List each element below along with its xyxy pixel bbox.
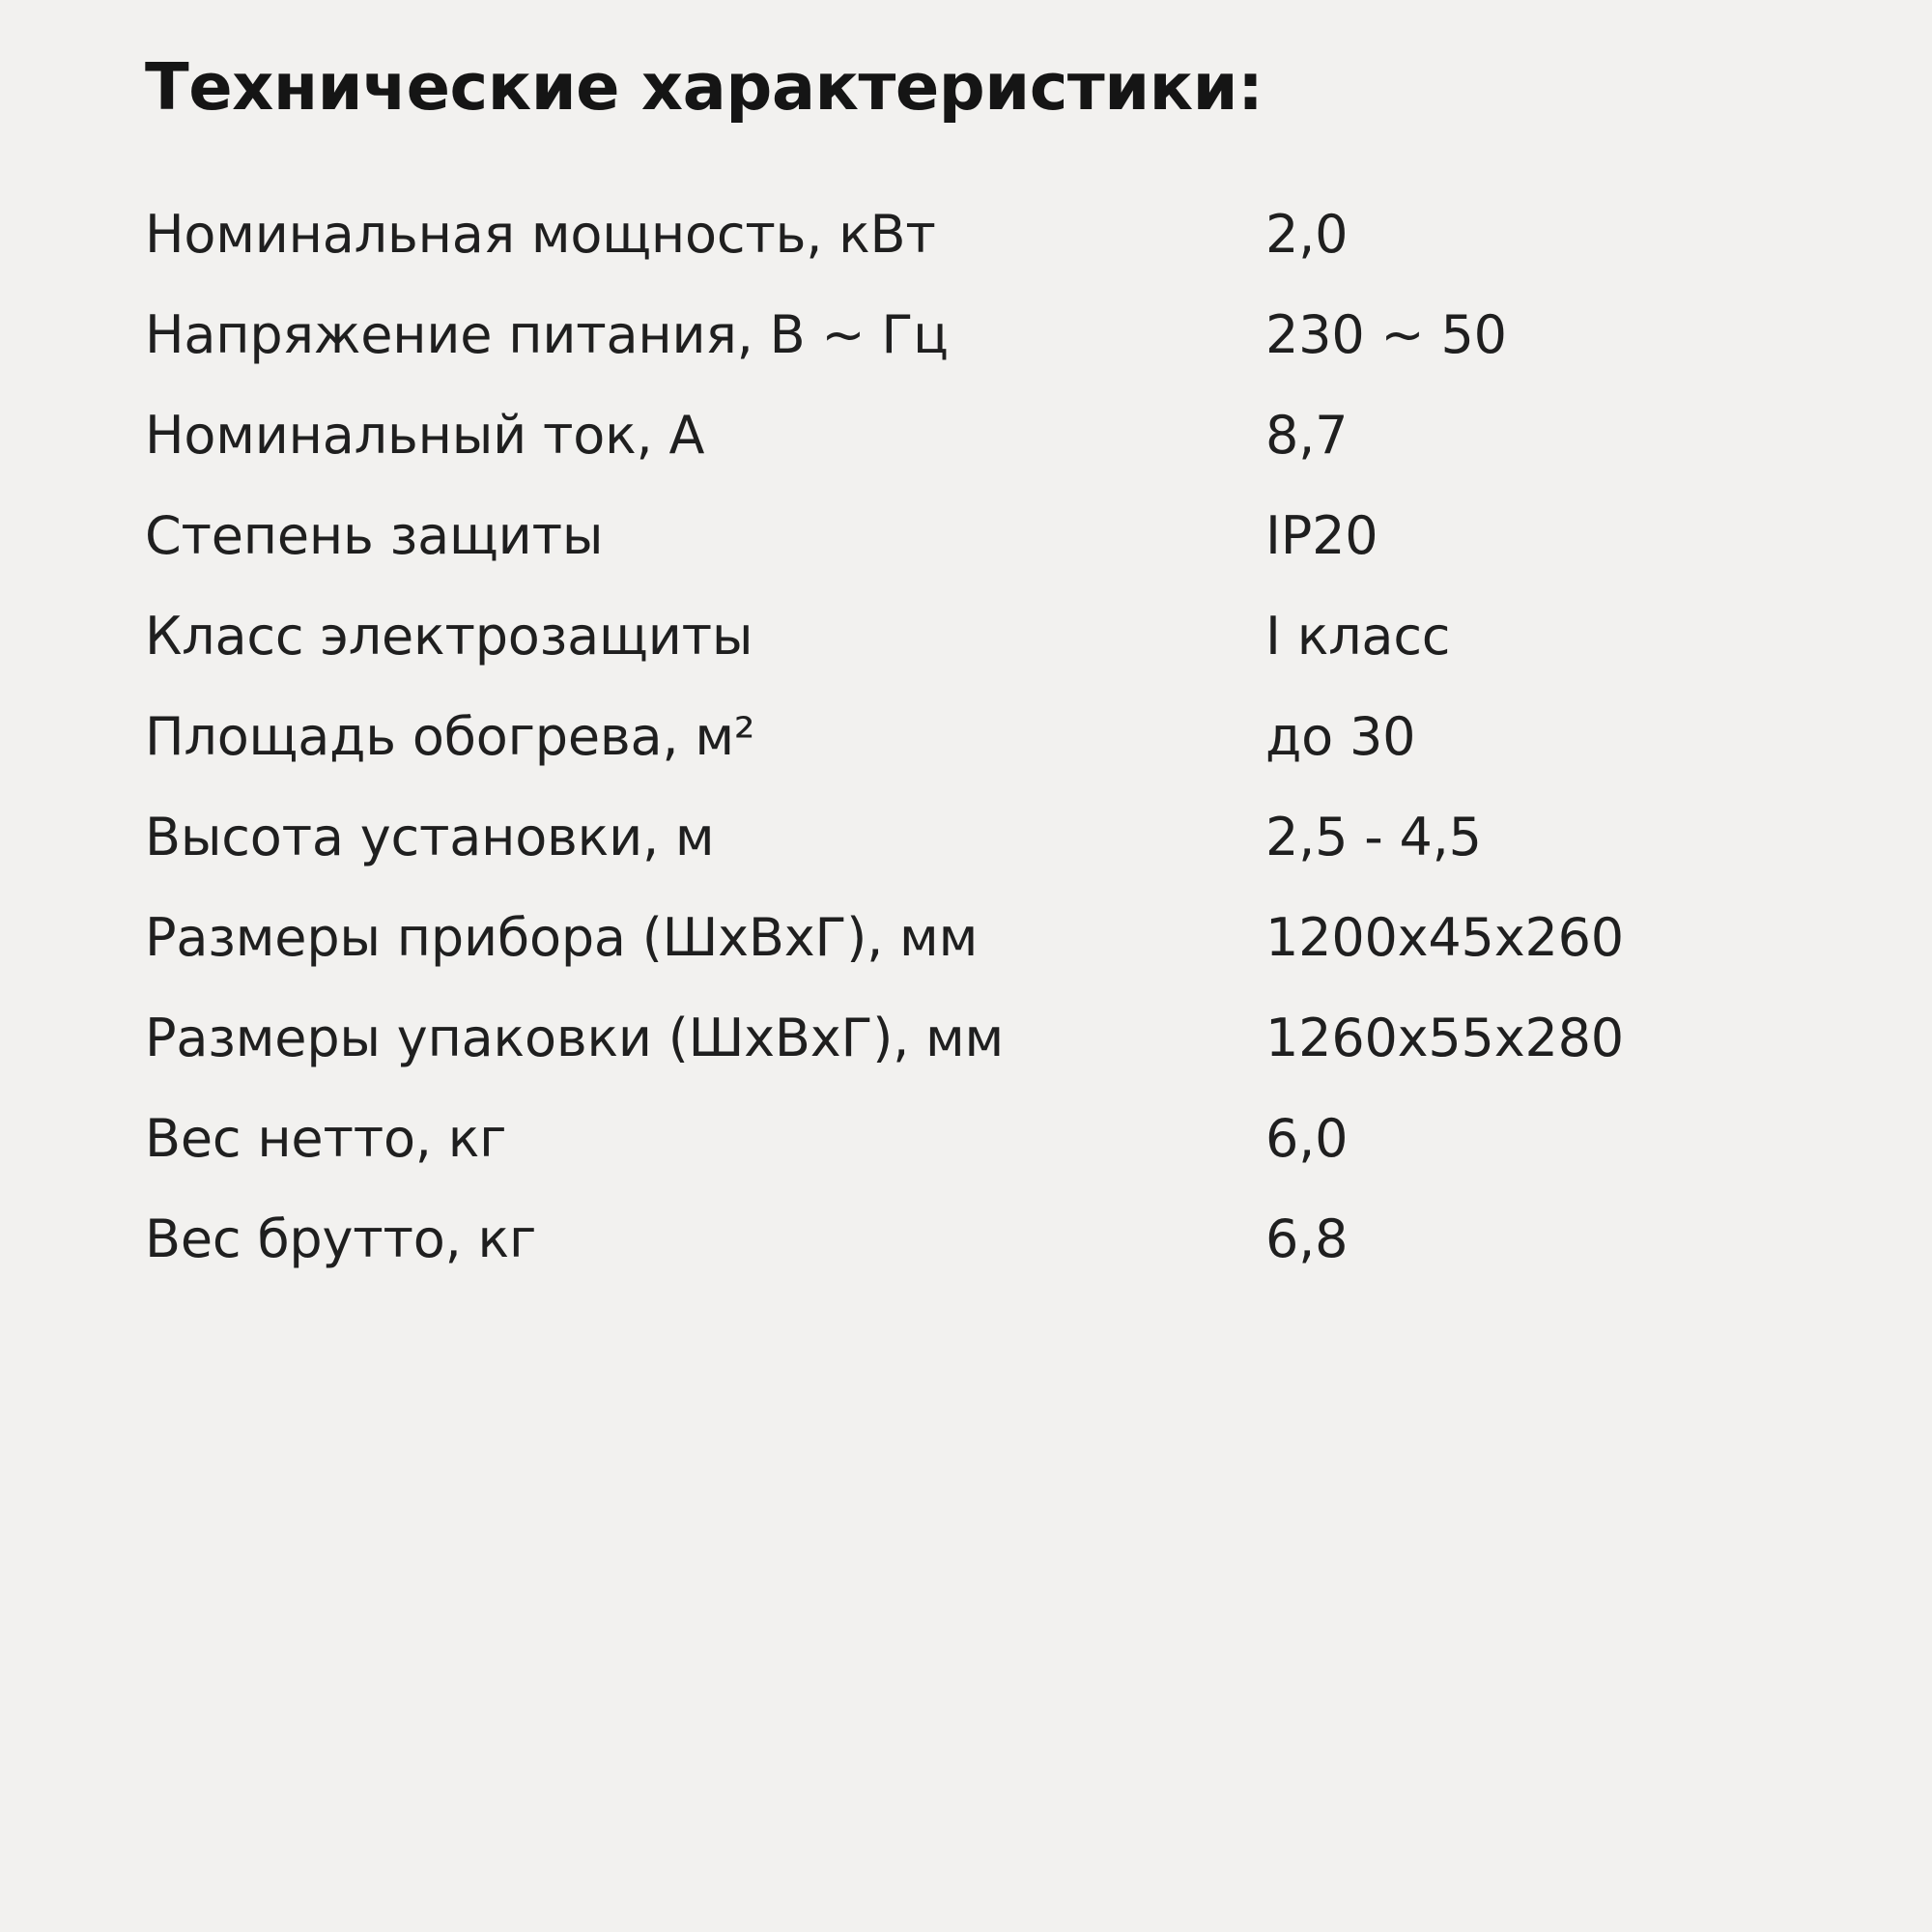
table-row [145, 687, 1874, 787]
table-row [145, 1189, 1874, 1290]
table-row [145, 1089, 1874, 1189]
spec-label: Номинальная мощность, кВт [145, 204, 936, 266]
table-row [145, 285, 1874, 385]
spec-label: Площадь обогрева, м² [145, 706, 755, 768]
spec-value: 2,5 - 4,5 [1265, 807, 1482, 868]
spec-label: Номинальный ток, А [145, 405, 705, 467]
spec-label: Класс электрозащиты [145, 606, 753, 668]
spec-label: Степень защиты [145, 505, 604, 567]
table-row [145, 185, 1874, 285]
spec-label: Напряжение питания, В ~ Гц [145, 304, 949, 366]
spec-value: 6,8 [1265, 1208, 1349, 1270]
spec-label: Размеры упаковки (ШхВхГ), мм [145, 1008, 1005, 1069]
spec-label: Размеры прибора (ШхВхГ), мм [145, 907, 979, 969]
spec-value: I класс [1265, 606, 1451, 668]
spec-label: Вес брутто, кг [145, 1208, 537, 1270]
spec-value: IP20 [1265, 505, 1378, 567]
table-row [145, 988, 1874, 1089]
spec-label: Высота установки, м [145, 807, 715, 868]
page-title: Технические характеристики: [145, 49, 1264, 125]
spec-value: 8,7 [1265, 405, 1349, 467]
table-row [145, 888, 1874, 988]
spec-label: Вес нетто, кг [145, 1108, 507, 1170]
table-row [145, 787, 1874, 888]
table-row [145, 385, 1874, 486]
specifications-table [145, 185, 1874, 1290]
table-row [145, 586, 1874, 687]
spec-value: 2,0 [1265, 204, 1349, 266]
table-row [145, 486, 1874, 586]
spec-value: 1260x55x280 [1265, 1008, 1624, 1069]
spec-value: 1200x45x260 [1265, 907, 1624, 969]
spec-value: до 30 [1265, 706, 1416, 768]
spec-value: 230 ~ 50 [1265, 304, 1507, 366]
spec-value: 6,0 [1265, 1108, 1349, 1170]
